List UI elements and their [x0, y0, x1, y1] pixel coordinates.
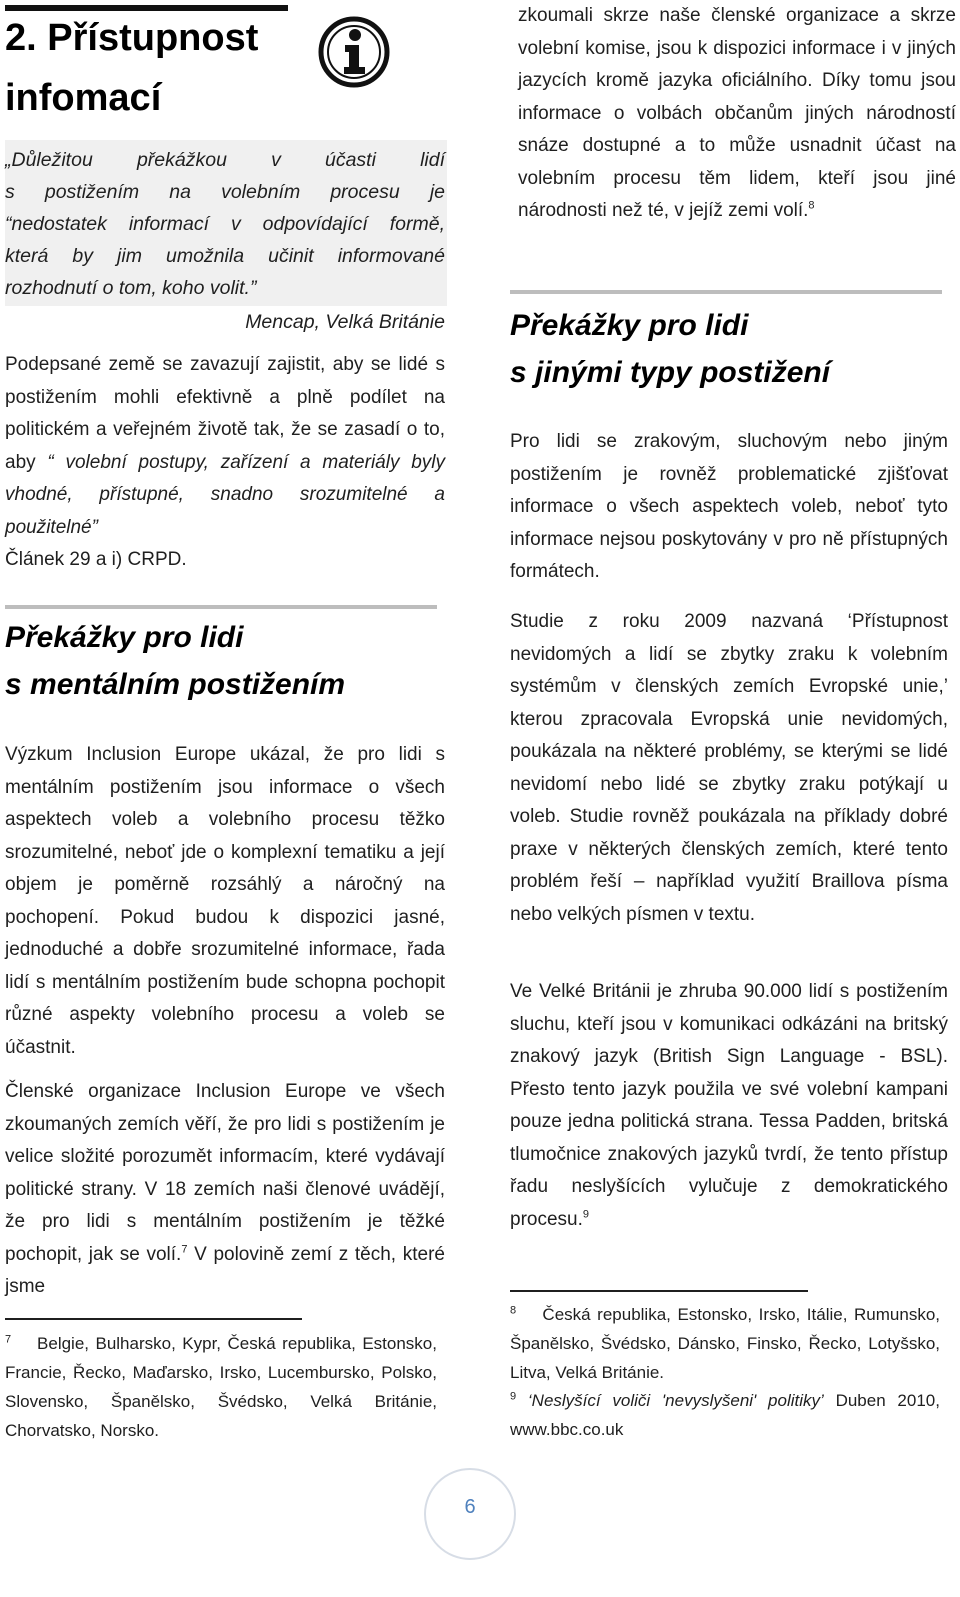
footnote-text: Duben 2010, www.bbc.co.uk — [510, 1391, 940, 1439]
page-number: 6 — [464, 1496, 476, 1518]
right-paragraph-4 — [510, 976, 948, 1236]
page-number-badge — [424, 1468, 516, 1560]
footnote-number: 7 — [5, 1333, 12, 1346]
heading-line: Překážky pro lidi — [510, 309, 749, 342]
quote-line: “nedostatek informací v odpovídající formě, — [5, 213, 445, 235]
quote-text — [5, 144, 445, 304]
right-paragraph-2: Pro lidi se zrakovým, sluchovým nebo jiným postižením je rovněž problematické zjišťovat informace o všech aspektech voleb, neboť tyto informace nejsou poskytovány v pro ně přístupných formátech. — [510, 431, 948, 582]
footnote-rule — [5, 1318, 302, 1320]
footnote-ref: 9 — [582, 1208, 589, 1221]
info-icon — [318, 16, 390, 88]
footnote-rule — [510, 1290, 808, 1292]
page-title: 2. Přístupnost infomací — [5, 17, 259, 119]
footnote-ref: 8 — [808, 199, 815, 212]
paragraph-text: V polovině zemí z těch, které jsme — [5, 1243, 445, 1297]
right-paragraph-3: Studie z roku 2009 nazvaná ‘Přístupnost nevidomých a lidí se zbytky zraku k volebním systémům v členských zemích Evropské unie,’ kterou zpracovala Evropská unie nevidomých, poukázala na některé problémy, se kterými se lidé nevidomí nebo lidé se zbytky zraku potýkají u voleb. Studie rovněž poukázala na příklady dobré praxe v některých členských zemích, které tento problém řeší – například využití Braillova písma nebo velkých písmen v textu. — [510, 611, 948, 925]
paragraph-quote: “ volební postupy, zařízení a materiály byly vhodné, přístupné, snadno srozumitelné a použitelné” — [5, 451, 445, 538]
footnote-number: 8 — [510, 1304, 517, 1317]
footnote-number: 9 — [510, 1390, 517, 1403]
footnote-9 — [510, 1386, 940, 1444]
quote-source: Mencap, Velká Británie — [245, 311, 445, 333]
heading-line: s jinými typy postižení — [510, 356, 831, 389]
quote-line: s postižením na volebním procesu je — [5, 181, 445, 203]
right-paragraph-1 — [518, 0, 956, 228]
footnote-8 — [510, 1300, 940, 1387]
section-rule — [5, 605, 437, 609]
footnote-text: Belgie, Bulharsko, Kypr, Česká republika, Estonsko, Francie, Řecko, Maďarsko, Irsko, Lucembursko, Polsko, Slovensko, Španělsko, Švédsko, Velká Británie, Chorvatsko, Norsko. — [5, 1334, 437, 1440]
section-rule — [510, 290, 942, 294]
footnote-ref: 7 — [181, 1243, 188, 1256]
left-paragraph-1 — [5, 349, 445, 577]
section-heading-mental — [5, 614, 345, 708]
left-paragraph-2: Výzkum Inclusion Europe ukázal, že pro lidi s mentálním postižením jsou informace o všech aspektech voleb a volebního procesu těžko srozumitelné, neboť jde o komplexní tematiku a její objem je poměrně rozsáhlý a náročný na pochopení. Pokud budou k dispozici jasné, jednoduché a dobře srozumitelné informace, řada lidí s mentálním postižením bude schopna pochopit různé aspekty volebního procesu a voleb se účastnit. — [5, 744, 445, 1058]
footnote-7 — [5, 1329, 437, 1445]
footnote-text: Česká republika, Estonsko, Irsko, Itálie, Rumunsko, Španělsko, Švédsko, Dánsko, Finsko, Řecko, Lotyšsko, Litva, Velká Británie. — [510, 1305, 940, 1382]
quote-line: rozhodnutí o tom, koho volit.” — [5, 277, 257, 299]
paragraph-text: Ve Velké Británii je zhruba 90.000 lidí s postižením sluchu, kteří jsou v komunikaci odkázáni na britský znakový jazyk (British Sign Language - BSL). Přesto tento jazyk použila ve své volební kampani pouze jedna politická strana. Tessa Padden, britská tlumočnice znakových jazyků tvrdí, že tento přístup řadu neslyšících vylučuje z demokratického procesu. — [510, 981, 948, 1230]
section-heading-other — [510, 302, 830, 396]
heading-line: Překážky pro lidi — [5, 621, 244, 654]
quote-line: „Důležitou překážkou v účasti lidí — [5, 149, 445, 171]
quote-line: která by jim umožnila učinit informované — [5, 245, 445, 267]
heading-line: s mentálním postižením — [5, 668, 346, 701]
paragraph-text: Členské organizace Inclusion Europe ve všech zkoumaných zemích věří, že pro lidi s postižením je velice složité porozumět informacím, které vydávají politické strany. V 18 zemích naši členové uvádějí, že pro lidi s mentálním postižením je těžké pochopit, jak se volí. — [5, 1081, 445, 1265]
paragraph-text: Podepsané země se zavazují zajistit, aby se lidé s postižením mohli efektivně a plně podílet na politickém a veřejném životě tak, že se zasadí o to, aby — [5, 354, 445, 473]
left-paragraph-3 — [5, 1076, 445, 1304]
paragraph-reference: Článek 29 a i) CRPD. — [5, 549, 187, 570]
paragraph-text: zkoumali skrze naše členské organizace a skrze volební komise, jsou k dispozici informace i v jiných jazycích kromě jazyka oficiálního. Díky tomu jsou informace o volbách občanům jiných národností snáze dostupné a to může usnadnit účast na volebním procesu těm lidem, kteří jsou jiné národnosti než té, v jejíž zemi volí. — [518, 5, 956, 221]
footnote-title: ‘Neslyšící voliči 'nevyslyšeni' politiky’ — [527, 1391, 824, 1410]
